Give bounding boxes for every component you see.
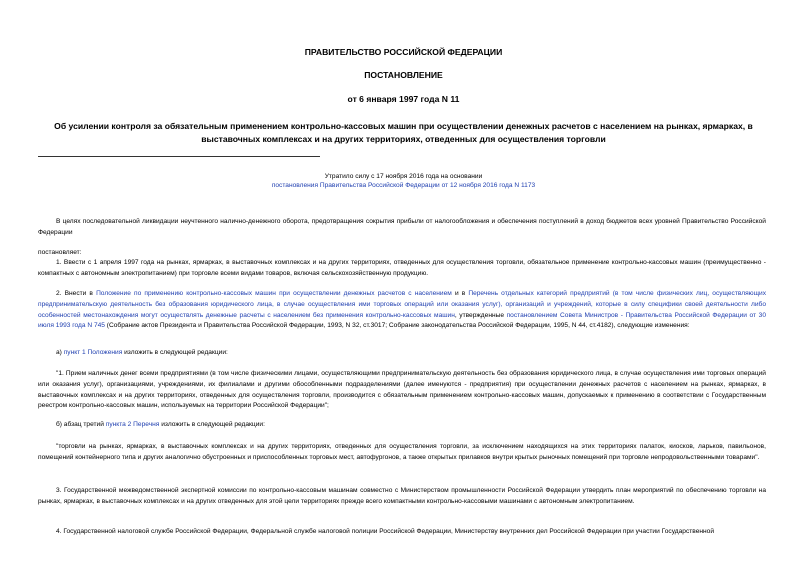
document-date-heading: от 6 января 1997 года N 11 [347, 94, 460, 104]
document-type-heading: ПОСТАНОВЛЕНИЕ [364, 70, 443, 80]
resolves-paragraph: постановляет: [38, 249, 82, 256]
quoted-trade-paragraph: "торговли на рынках, ярмарках, в выставочных комплексах и на других территориях, отведенных для осуществления торговли, за исключением находящихся на этих территориях палаток, киосков, ларьков, павильонов, помещений контейнерного типа и других аналогично обустроенных и приспособленных торговых мест, автофургонов, а также открытых прилавков внутри крытых рыночных помещений при торговле непродовольственными товарами". [38, 443, 766, 461]
title-divider [38, 156, 320, 157]
clause-1-paragraph: 1. Ввести с 1 апреля 1997 года на рынках, ярмарках, в выставочных комплексах и на других территориях, отведенных для осуществления торговли, обязательное применение контрольно-кассовых машин (преимущественно - компактных с автономным электропитанием) при торговле всеми видами товаров, включая сельскохозяйственную продукцию. [38, 259, 766, 277]
clause-4-paragraph: 4. Государственной налоговой службе Российской Федерации, Федеральной службе налоговой полиции Российской Федерации, Министерству внутренних дел Российской Федерации при участии Государственной [56, 528, 714, 535]
subclause-b-text-2: изложить в следующей редакции: [159, 421, 265, 428]
clause-3-paragraph: 3. Государственной межведомственной экспертной комиссии по контрольно-кассовым машинам совместно с Министерством промышленности Российской Федерации утвердить план мероприятий по обеспечению торговли на рынках, ярмарках, в выставочных комплексах и на других отведенных для этой цели территориях прежде всего компактными контрольно-кассовыми машинами с автономным электропитанием. [38, 487, 766, 505]
repeal-decree-link[interactable]: постановления Правительства Российской Федерации от 12 ноября 2016 года N 1173 [271, 182, 536, 189]
document-title: Об усилении контроля за обязательным применением контрольно-кассовых машин при осуществлении денежных расчетов с населением на рынках, ярмарках, в выставочных комплексах и на других территориях, отведенных для осуществления торговли [54, 121, 753, 144]
subclause-b-paragraph [38, 420, 766, 431]
regulation-item-1-link[interactable]: пункт 1 Положения [63, 349, 123, 356]
clause-2-text-1: 2. Внести в [56, 290, 97, 297]
clause-2-text-3: , утвержденные [454, 311, 507, 319]
status-note: Утратило силу с 17 ноября 2016 года на основании [324, 173, 483, 180]
subclause-b-text-1: б) абзац третий [56, 421, 106, 428]
clause-2-text-4: (Собрание актов Президента и Правительства Российской Федерации, 1993, N 32, ст.3017; Собрание законодательства Российской Федерации, 1995, N 44, ст.4182), следующие изменения: [104, 322, 690, 330]
subclause-a-text-2: изложить в следующей редакции: [122, 349, 228, 356]
clause-2-text-2: и в [451, 290, 469, 297]
preamble-paragraph: В целях последовательной ликвидации неучтенного налично-денежного оборота, предотвращения сокрытия прибыли от налогообложения и обеспечения поступлений в доход бюджетов всех уровней Правительство Российской Федерации [38, 218, 766, 236]
subclause-a-text-1: а) [56, 349, 64, 356]
quoted-item-1-paragraph: "1. Прием наличных денег всеми предприятиями (в том числе физическими лицами, осуществляющими предпринимательскую деятельность без образования юридического лица, в случае осуществления ими торговых операций или оказания услуг), организациями, учреждениями, их филиалами и другими обособленными подразделениями (далее именуются - предприятия) при осуществлении денежных расчетов с населением на рынках, ярмарках, в выставочных комплексах и на других территориях, отведенных для осуществления торговли, производится с обязательным применением контрольно-кассовых машин, допускаемых к применению в соответствии с Государственным реестром контрольно-кассовых машин, используемых на территории Российской Федерации"; [38, 370, 766, 410]
clause-2-paragraph [38, 289, 766, 332]
enterprise-list-link[interactable]: Перечень отдельных категорий предприятий (в том числе физических лиц, осуществляющих предпринимательскую деятельность без образования юридического лица, в случае осуществления ими торговых операций или оказания услуг), организаций и учреждений, которые в силу специфики своей деятельности либо особенностей местонахождения могут осуществлять денежные расчеты с населением без применения контрольно-кассовых машин [38, 290, 766, 319]
regulation-link[interactable]: Положение по применению контрольно-кассовых машин при осуществлении денежных расчетов с населением [96, 290, 452, 297]
issuer-heading: ПРАВИТЕЛЬСТВО РОССИЙСКОЙ ФЕДЕРАЦИИ [304, 47, 503, 57]
decree-745-link[interactable]: постановлением Совета Министров - Правительства Российской Федерации от 30 июля 1993 года N 745 [38, 311, 766, 330]
subclause-a-paragraph [38, 348, 766, 359]
list-item-2-link[interactable]: пункта 2 Перечня [105, 421, 160, 428]
